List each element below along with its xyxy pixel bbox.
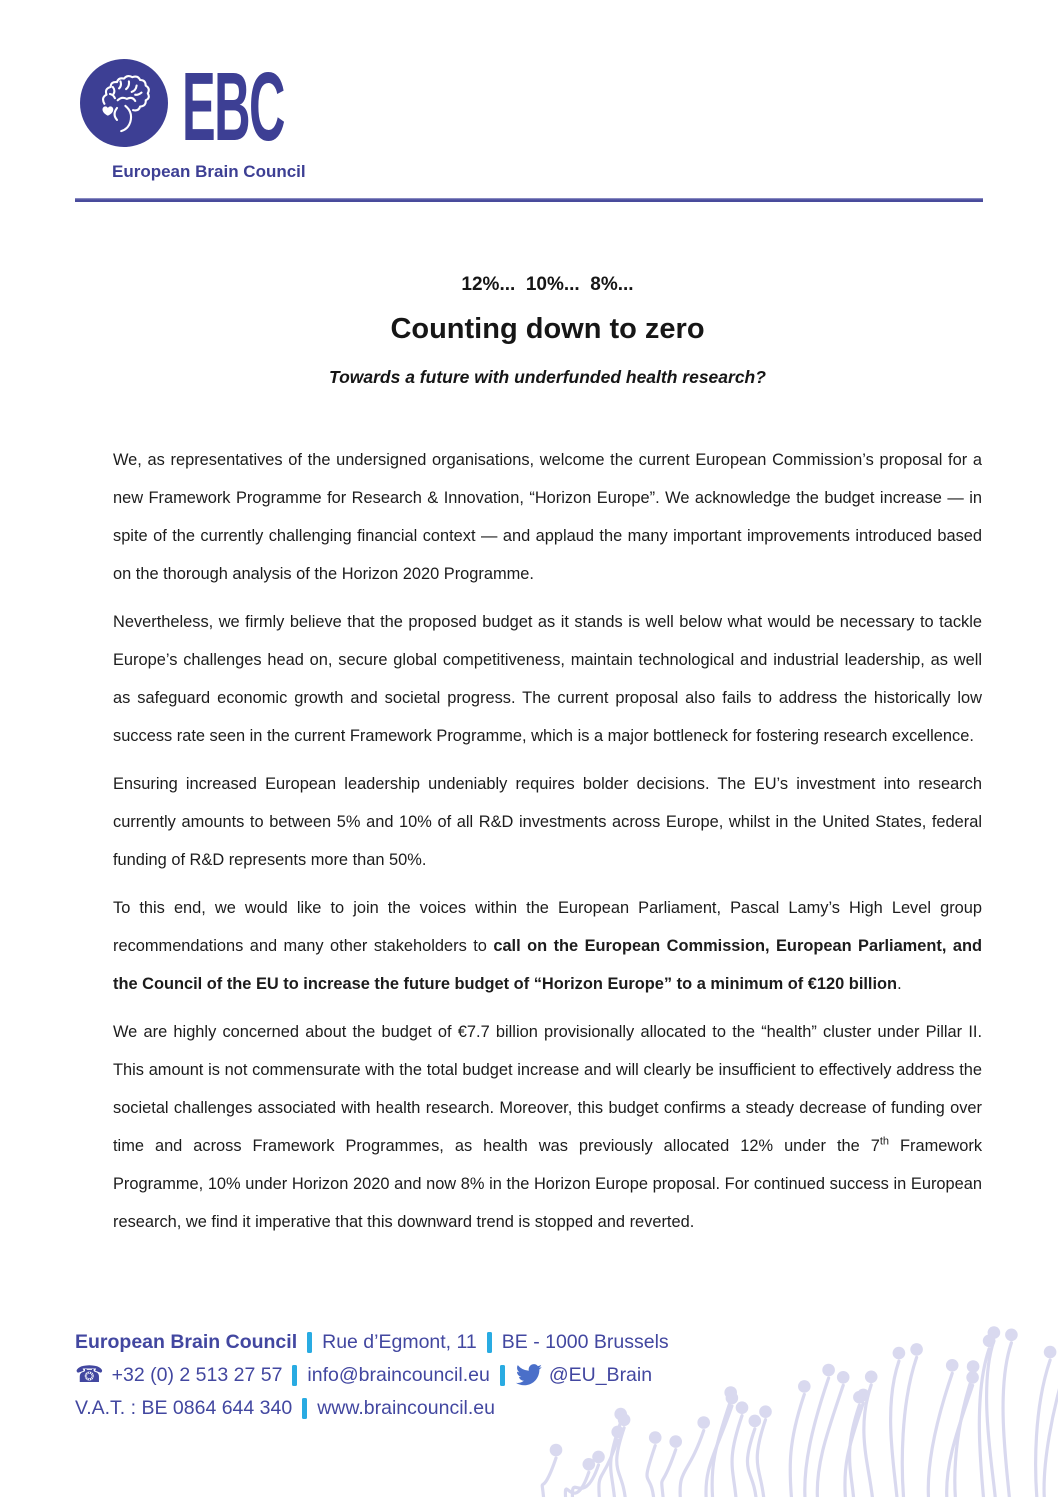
body-paragraph [113,603,982,755]
body-paragraph [113,765,982,879]
body-text-run: To this end, we would like to join the voices within the European Parliament, Pascal Lamy’s High Level group recommendations and many other stakeholders to [113,899,982,955]
separator-bar [292,1365,297,1386]
footer-line-contact [75,1363,669,1387]
twitter-icon [516,1362,542,1388]
separator-bar [500,1365,505,1386]
kicker-line: 12%... 10%... 8%... [461,274,634,295]
logo-circle [80,59,168,147]
body-text-superscript: th [879,1135,890,1148]
body-text [113,441,982,1251]
footer-text: V.A.T. : BE 0864 644 340 [75,1396,293,1419]
body-paragraph [113,889,982,1003]
body-text-bold-run: call on the European Commission, European Parliament, and the Council of the EU to increase the future budget of “Horizon Europe” to a minimum of €120 billion [113,937,982,993]
separator-bar [302,1398,307,1419]
separator-bar [487,1332,492,1353]
footer-line-vat [75,1396,669,1420]
footer-text: Rue d’Egmont, 11 [322,1330,477,1353]
body-text-run: Framework Programme, 10% under Horizon 2020 and now 8% in the Horizon Europe proposal. For continued success in European research, we find it imperative that this downward trend is stopped and reverted. [113,1137,983,1231]
logo-subtitle: European Brain Council [112,162,306,181]
header-divider [75,198,983,202]
footer-text: BE - 1000 Brussels [501,1330,669,1353]
brain-icon [89,66,159,141]
page-subtitle: Towards a future with underfunded health research? [329,367,766,387]
footer-text: +32 (0) 2 513 27 57 [111,1363,283,1386]
page-title: Counting down to zero [390,313,705,345]
separator-bar [307,1332,312,1353]
footer-contact-block [75,1330,669,1429]
body-text-run: Ensuring increased European leadership undeniably requires bolder decisions. The EU’s investment into research currently amounts to between 5% and 10% of all R&D investments across Europe, whilst in the United States, federal funding of R&D represents more than 50%. [113,775,982,869]
body-paragraph [113,1013,982,1241]
body-text-run: Nevertheless, we firmly believe that the proposed budget as it stands is well below what would be necessary to tackle Europe’s challenges head on, secure global competitiveness, maintain technological and industrial leadership, as well as safeguard economic growth and societal progress. The current proposal also fails to address the historically low success rate seen in the current Framework Programme, which is a major bottleneck for fostering research excellence. [113,613,982,745]
phone-icon: ☎ [75,1361,104,1388]
body-paragraph [113,441,982,593]
footer-text: info@braincouncil.eu [307,1363,490,1386]
footer-text: European Brain Council [75,1330,298,1353]
footer-text: @EU_Brain [548,1363,653,1386]
body-text-run: . [897,975,902,993]
body-text-run: We are highly concerned about the budget of €7.7 billion provisionally allocated to the “health” cluster under Pillar II. This amount is not commensurate with the total budget increase and will clearly be insufficient to effectively address the societal challenges associated with health research. Moreover, this budget confirms a steady decrease of funding over time and across Framework Programmes, as health was previously allocated 12% under the 7 [113,1023,982,1155]
footer-line-address [75,1330,669,1354]
body-text-run: We, as representatives of the undersigned organisations, welcome the current European Commission’s proposal for a new Framework Programme for Research & Innovation, “Horizon Europe”. We acknowledge the budget increase — in spite of the currently challenging financial context — and applaud the many important improvements introduced based on the thorough analysis of the Horizon 2020 Programme. [113,451,982,583]
footer-text: www.braincouncil.eu [317,1396,495,1419]
logo-acronym: EBC [182,52,284,161]
headings-block [113,274,982,388]
